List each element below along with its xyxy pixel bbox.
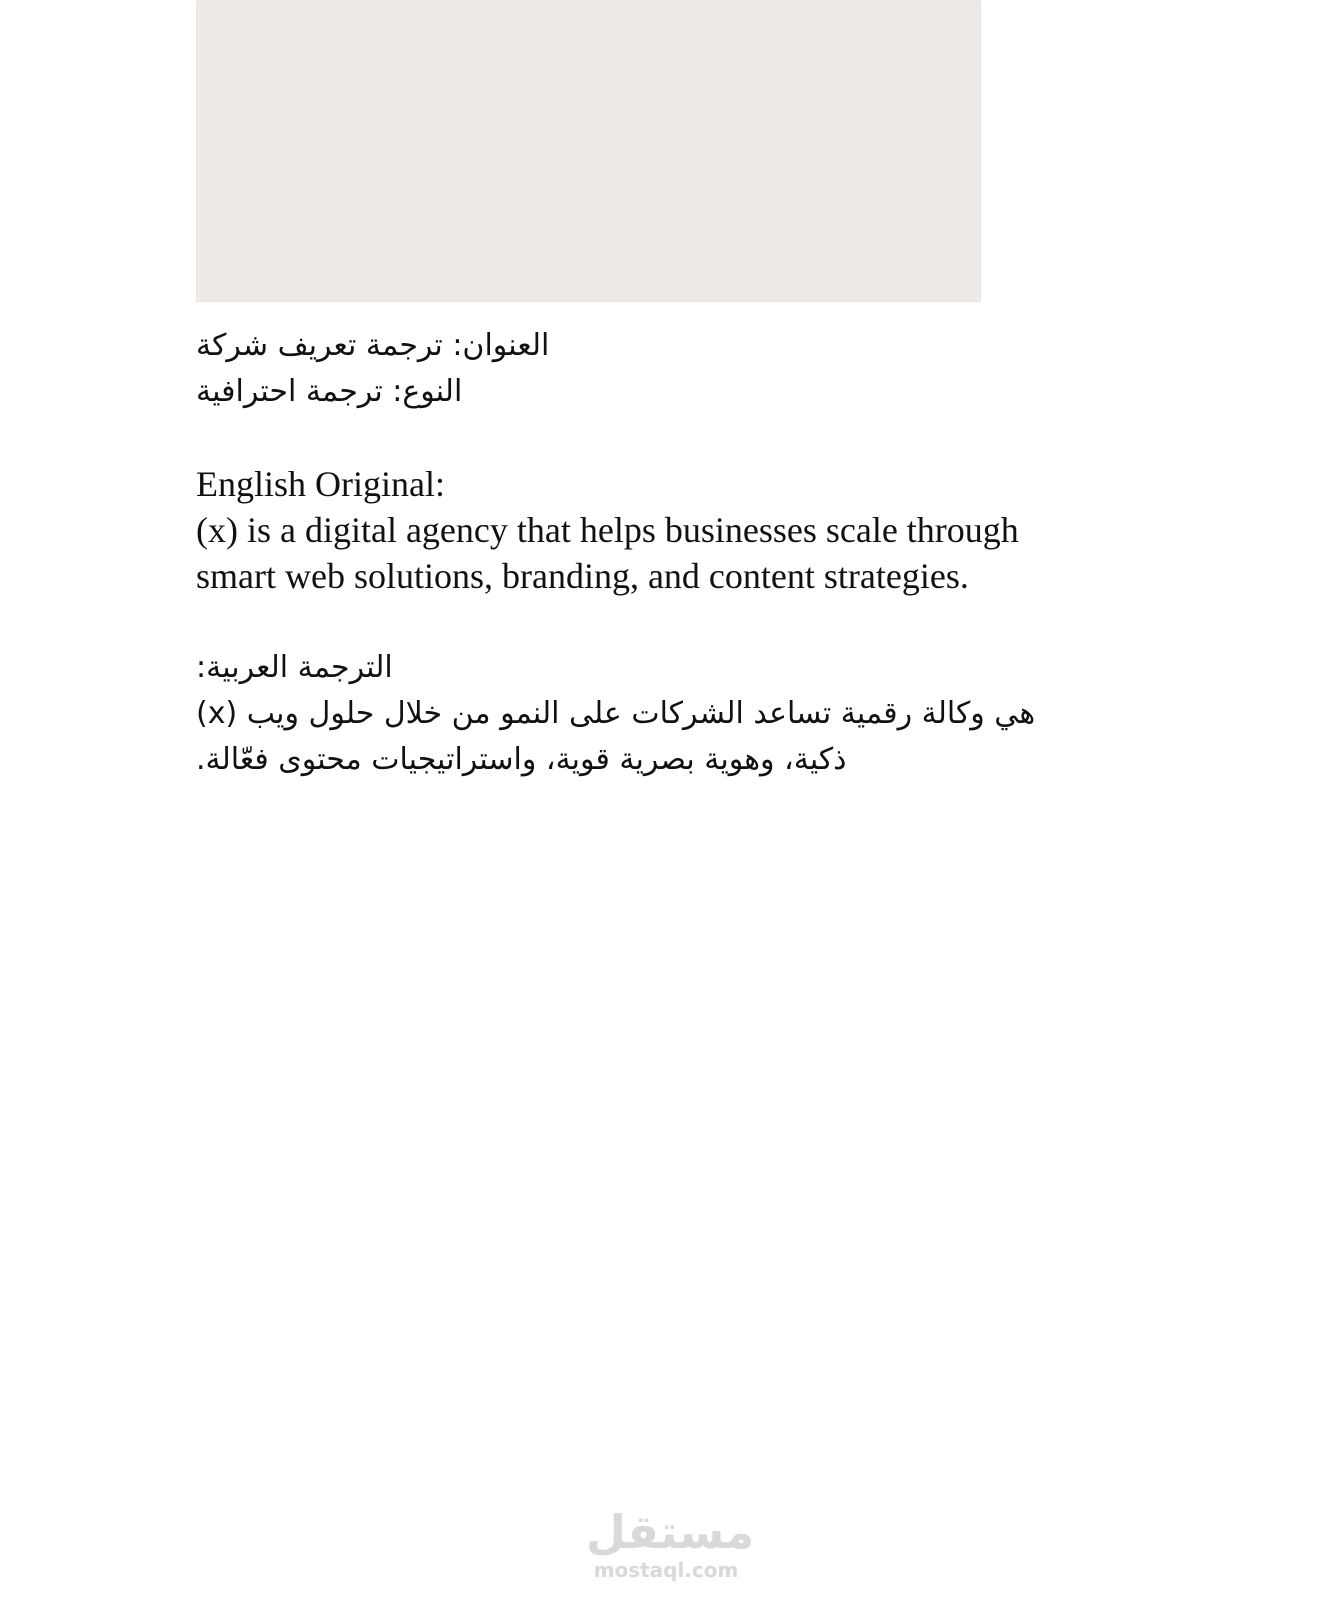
english-line-1: (x) is a digital agency that helps businesses scale through (196, 510, 1019, 550)
paper-texture-image (196, 0, 981, 302)
type-line: النوع: ترجمة احترافية (196, 374, 463, 409)
arabic-line-1: هي وكالة رقمية تساعد الشركات على النمو من خلال حلول ويب (x) (196, 696, 1036, 731)
spacer (196, 599, 1116, 645)
mostaql-watermark (586, 1505, 755, 1582)
arabic-line-2: ذكية، وهوية بصرية قوية، واستراتيجيات محتوى فعّالة. (196, 742, 847, 777)
arabic-heading: الترجمة العربية: (196, 650, 393, 685)
spacer (196, 415, 1116, 461)
watermark-arabic: مستقل (586, 1505, 755, 1559)
english-heading: English Original: (196, 464, 445, 504)
title-line: العنوان: ترجمة تعريف شركة (196, 328, 550, 363)
watermark-latin: mostaql.com (593, 1558, 739, 1582)
document-body (196, 323, 1116, 783)
english-line-2: smart web solutions, branding, and content strategies. (196, 556, 969, 596)
